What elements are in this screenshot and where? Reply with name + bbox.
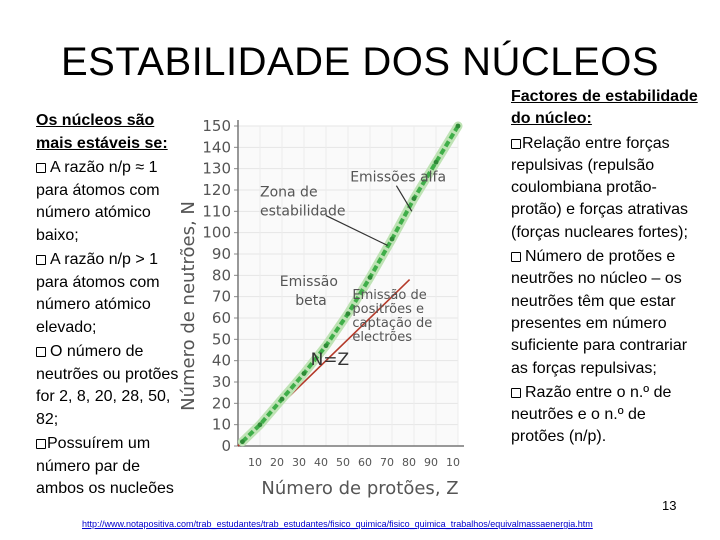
annotation-nz: N=Z xyxy=(310,349,350,370)
annotation-positron: captação de xyxy=(352,315,433,331)
x-tick-label: 60 xyxy=(358,456,372,469)
y-tick-label: 120 xyxy=(202,181,231,199)
right-bullet-text: Número de protões e neutrões no núcleo – os neutrões têm que estar presentes em número suficiente para contrariar as forças repulsivas; xyxy=(511,248,688,377)
stability-point xyxy=(302,371,307,376)
stability-point xyxy=(456,124,461,129)
annotation-positron: positrões e xyxy=(352,301,425,317)
x-tick-label: 70 xyxy=(380,456,394,469)
stability-chart xyxy=(178,108,498,506)
left-bullet-text: A razão n/p ≈ 1 para átomos com número atómico baixo; xyxy=(36,159,160,244)
left-bullet-text: Possuírem um número par de ambos os nucleões xyxy=(36,435,174,497)
annotation-alpha: Emissões alfa xyxy=(350,169,447,186)
left-text-panel xyxy=(36,110,186,501)
left-bullet xyxy=(36,433,186,501)
y-axis-label: Número de neutrões, N xyxy=(178,201,199,411)
stability-point xyxy=(280,397,285,402)
y-tick-label: 80 xyxy=(211,266,231,285)
annotation-beta-1: Emissão xyxy=(279,274,338,290)
x-tick-label: 40 xyxy=(314,456,328,469)
stability-point xyxy=(240,439,245,444)
stability-point xyxy=(258,422,263,427)
x-tick-label: 50 xyxy=(336,456,350,469)
left-bullet xyxy=(36,249,186,339)
checkbox-bullet-icon xyxy=(36,163,46,173)
x-tick-label: 80 xyxy=(402,456,416,469)
left-bullet-text: A razão n/p > 1 para átomos com número atómico elevado; xyxy=(36,251,160,336)
x-tick-label: 30 xyxy=(292,456,306,469)
y-tick-label: 100 xyxy=(202,223,231,242)
y-tick-label: 150 xyxy=(202,117,231,135)
right-bullet xyxy=(511,382,701,449)
y-tick-label: 140 xyxy=(202,138,231,157)
y-tick-label: 110 xyxy=(202,202,231,221)
right-text-panel xyxy=(511,86,701,449)
left-bullet-text: O número de neutrões ou protões for 2, 8, 20, 28, 50, 82; xyxy=(36,343,179,428)
source-link[interactable]: http://www.notapositiva.com/trab_estudantes/trab_estudantes/fisico_quimica/fisico_quimica_trabalhos/equivalmassaenergia.htm xyxy=(82,519,593,529)
annotation-zone-2: estabilidade xyxy=(260,203,346,220)
checkbox-bullet-icon xyxy=(36,439,46,449)
checkbox-bullet-icon xyxy=(511,388,521,398)
y-tick-label: 10 xyxy=(211,415,231,434)
y-tick-label: 70 xyxy=(211,287,231,306)
stability-point xyxy=(346,311,351,316)
y-tick-label: 0 xyxy=(221,437,231,455)
y-tick-label: 60 xyxy=(211,309,231,327)
left-bullet xyxy=(36,341,186,431)
x-tick-label: 90 xyxy=(424,456,438,469)
right-bullet xyxy=(511,133,701,244)
checkbox-bullet-icon xyxy=(511,252,521,262)
annotation-positron: electrões xyxy=(352,329,413,345)
right-bullet-text: Relação entre forças repulsivas (repulsão coulombiana protão-protão) e forças atrativas (forças nucleares fortes); xyxy=(511,134,688,241)
y-tick-label: 90 xyxy=(211,245,231,263)
right-bullet xyxy=(511,246,701,380)
stability-point xyxy=(434,160,439,165)
x-tick-label: 10 xyxy=(248,456,262,469)
right-bullet-text: Razão entre o n.º de neutrões e o n.º de protões (n/p). xyxy=(511,383,672,446)
stability-point xyxy=(390,237,395,242)
right-heading: Factores de estabilidade do núcleo: xyxy=(511,88,698,128)
annotation-zone-1: Zona de xyxy=(260,184,318,201)
slide-title: ESTABILIDADE DOS NÚCLEOS xyxy=(60,40,660,84)
y-tick-label: 30 xyxy=(211,373,231,391)
stability-point xyxy=(324,343,329,348)
left-bullet xyxy=(36,157,186,247)
x-axis-label: Número de protões, Z xyxy=(261,478,459,499)
x-tick-label: 10 xyxy=(446,456,460,469)
y-tick-label: 50 xyxy=(211,330,231,349)
annotation-beta-2: beta xyxy=(295,293,327,310)
stability-point xyxy=(412,196,417,201)
annotation-positron: Emissão de xyxy=(352,287,427,303)
y-tick-label: 20 xyxy=(211,394,231,413)
x-tick-label: 20 xyxy=(270,456,284,469)
checkbox-bullet-icon xyxy=(36,255,46,265)
stability-point xyxy=(368,275,373,280)
y-tick-label: 40 xyxy=(211,351,231,370)
page-number: 13 xyxy=(662,498,677,513)
checkbox-bullet-icon xyxy=(36,347,46,357)
y-tick-label: 130 xyxy=(202,159,231,178)
checkbox-bullet-icon xyxy=(511,139,521,149)
left-heading: Os núcleos são mais estáveis se: xyxy=(36,112,168,152)
